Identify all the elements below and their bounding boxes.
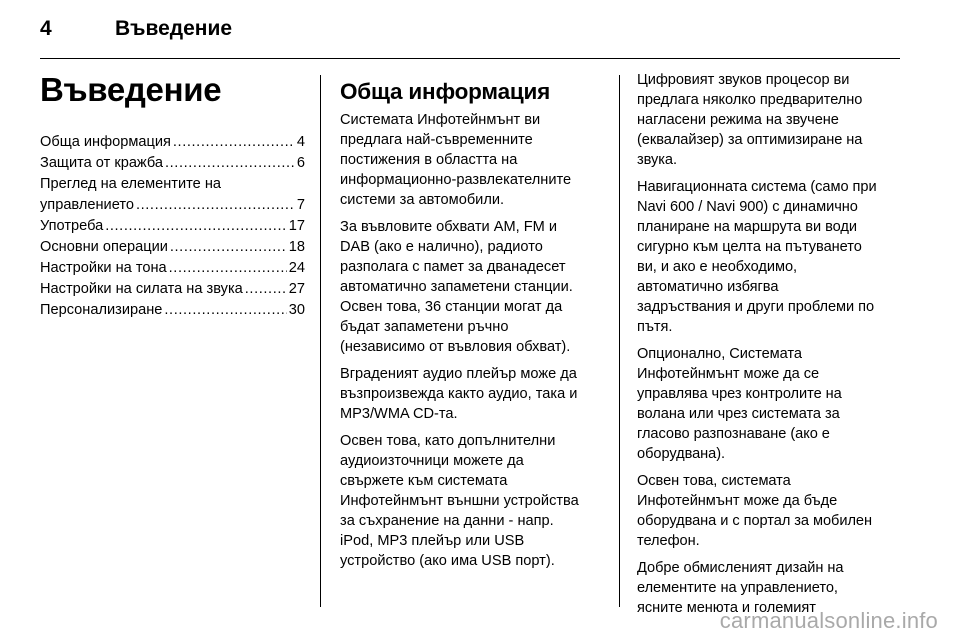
toc-item[interactable] bbox=[40, 153, 305, 174]
body-paragraph: Освен това, като допълнителни аудиоизточници можете да свържете към системата Инфотейнмънт външни устройства за съхранение на данни - напр. iPod, MP3 плейър или USB устройство (ако има USB порт). bbox=[340, 433, 579, 569]
column-divider-2 bbox=[619, 75, 620, 607]
body-column-1 bbox=[340, 78, 608, 578]
watermark: carmanualsonline.info bbox=[719, 608, 938, 633]
page-header bbox=[40, 14, 920, 46]
toc-item[interactable] bbox=[40, 258, 305, 279]
toc-leader bbox=[105, 216, 287, 237]
toc-item-page: 27 bbox=[288, 281, 305, 297]
toc-item-page: 24 bbox=[288, 260, 305, 276]
section-heading: Обща информация bbox=[340, 79, 551, 104]
toc-column bbox=[40, 70, 305, 321]
toc-item-label: управлението bbox=[40, 197, 134, 213]
toc-item-page: 4 bbox=[296, 134, 305, 150]
toc-item[interactable] bbox=[40, 174, 305, 216]
toc-leader bbox=[173, 132, 295, 153]
body-paragraph: Системата Инфотейнмънт ви предлага най-съвременните постижения в областта на информационно-развлекателните системи за автомобили. bbox=[340, 112, 572, 208]
toc-item[interactable] bbox=[40, 300, 305, 321]
running-title: Въведение bbox=[115, 17, 233, 40]
body-paragraph: Освен това, системата Инфотейнмънт може да бъде оборудвана и с портал за мобилен телефон. bbox=[637, 473, 872, 549]
toc-leader bbox=[164, 300, 286, 321]
body-paragraph: Навигационната система (само при Navi 600 / Navi 900) с динамично планиране на маршрута ви води сигурно към целта на пътуването ви, и ако е необходимо, автоматично избягва задръствания и други проблеми по пътя. bbox=[637, 179, 877, 335]
chapter-title: Въведение bbox=[40, 71, 222, 108]
toc-item[interactable] bbox=[40, 279, 305, 300]
toc-item[interactable] bbox=[40, 237, 305, 258]
body-column-2 bbox=[637, 70, 927, 625]
toc-item-label: Обща информация bbox=[40, 134, 171, 150]
toc-item-label-line1: Преглед на елементите на bbox=[40, 176, 222, 192]
toc-leader bbox=[169, 258, 287, 279]
toc-item-page: 30 bbox=[288, 302, 305, 318]
toc-item-label: Основни операции bbox=[40, 239, 168, 255]
toc-item-label: Употреба bbox=[40, 218, 104, 234]
toc-leader bbox=[245, 279, 287, 300]
column-divider-1 bbox=[320, 75, 321, 607]
toc-item-label: Защита от кражба bbox=[40, 155, 163, 171]
toc-item-page: 7 bbox=[296, 197, 305, 213]
body-paragraph: Цифровият звуков процесор ви предлага няколко предварително нагласени режима на звучене (еквалайзер) за оптимизиране на звука. bbox=[637, 72, 863, 168]
table-of-contents bbox=[40, 132, 305, 321]
toc-item-label: Настройки на силата на звука bbox=[40, 281, 243, 297]
toc-item-label: Настройки на тона bbox=[40, 260, 167, 276]
toc-leader bbox=[165, 153, 295, 174]
body-paragraph: Опционално, Системата Инфотейнмънт може да се управлява чрез контролите на волана или чрез системата за гласово разпознаване (ако е оборудвана). bbox=[637, 346, 842, 462]
toc-leader bbox=[170, 237, 287, 258]
toc-item-page: 18 bbox=[288, 239, 305, 255]
body-paragraph: Добре обмисленият дизайн на елементите на управлението, ясните менюта и големият bbox=[637, 560, 844, 616]
header-rule bbox=[40, 58, 900, 59]
toc-item[interactable] bbox=[40, 216, 305, 237]
toc-item[interactable] bbox=[40, 132, 305, 153]
toc-item-page: 6 bbox=[296, 155, 305, 171]
toc-leader bbox=[136, 195, 295, 216]
body-paragraph: За въвловите обхвати АМ, FM и DAB (ако е налично), радиото разполага с памет за дванадесет автоматично запаметени станции. Освен това, 36 станции могат да бъдат запаметени ръчно (независимо от въвловия обхват). bbox=[340, 219, 573, 355]
toc-item-label: Персонализиране bbox=[40, 302, 163, 318]
page-number: 4 bbox=[40, 17, 52, 40]
toc-item-page: 17 bbox=[288, 218, 305, 234]
body-paragraph: Вграденият аудио плейър може да възпроизвежда както аудио, така и MP3/WMA CD-та. bbox=[340, 366, 578, 422]
